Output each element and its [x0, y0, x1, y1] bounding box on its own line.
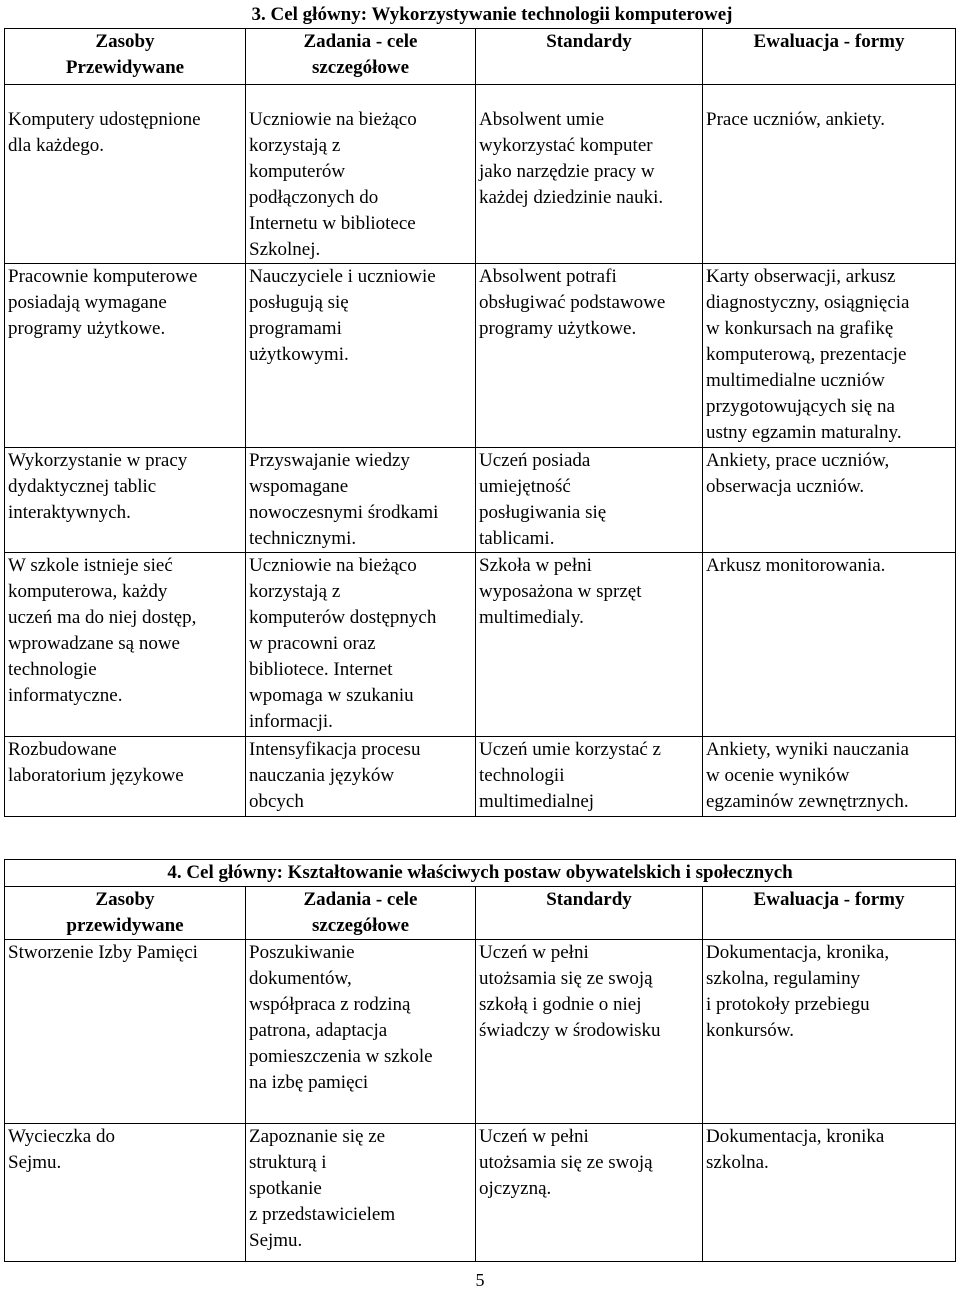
cell-zasoby: Komputery udostępnione dla każdego. [5, 85, 246, 264]
header-ewaluacja: Ewaluacja - formy [703, 29, 956, 85]
cell-standardy: Absolwent umie wykorzystać komputer jako narzędzie pracy w każdej dziedzinie nauki. [476, 85, 703, 264]
header-standardy: Standardy [476, 887, 703, 940]
table-row [5, 940, 956, 1124]
cell-ewaluacja: Karty obserwacji, arkusz diagnostyczny, osiągnięcia w konkursach na grafikę komputerową, prezentacje multimedialne uczniów przygotowujących się na ustny egzamin maturalny. [703, 264, 956, 448]
section-title: 4. Cel główny: Kształtowanie właściwych postaw obywatelskich i społecznych [5, 860, 956, 887]
cell-zasoby: Stworzenie Izby Pamięci [5, 940, 246, 1124]
cell-zadania: Nauczyciele i uczniowie posługują się programami użytkowymi. [246, 264, 476, 448]
cell-zasoby: Rozbudowane laboratorium językowe [5, 737, 246, 817]
cell-ewaluacja: Ankiety, prace uczniów, obserwacja uczniów. [703, 448, 956, 553]
section-spacer [5, 2, 246, 29]
cell-ewaluacja: Arkusz monitorowania. [703, 553, 956, 737]
cell-zasoby: Wycieczka do Sejmu. [5, 1124, 246, 1262]
cell-zadania: Zapoznanie się ze strukturą i spotkanie z przedstawicielem Sejmu. [246, 1124, 476, 1262]
table-row [5, 85, 956, 264]
header-ewaluacja: Ewaluacja - formy [703, 887, 956, 940]
cell-zadania: Uczniowie na bieżąco korzystają z komputerów dostępnych w pracowni oraz bibliotece. Internet wpomaga w szukaniu informacji. [246, 553, 476, 737]
cell-standardy: Uczeń w pełni utożsamia się ze swoją szkołą i godnie o niej świadczy w środowisku [476, 940, 703, 1124]
cell-standardy: Szkoła w pełni wyposażona w sprzęt multimedialy. [476, 553, 703, 737]
cell-zadania: Przyswajanie wiedzy wspomagane nowoczesnymi środkami technicznymi. [246, 448, 476, 553]
cell-ewaluacja: Prace uczniów, ankiety. [703, 85, 956, 264]
header-zasoby: Zasoby Przewidywane [5, 29, 246, 85]
table-row [5, 737, 956, 817]
section-4-table [4, 859, 956, 1262]
cell-ewaluacja: Dokumentacja, kronika, szkolna, regulaminy i protokoły przebiegu konkursów. [703, 940, 956, 1124]
table-row [5, 264, 956, 448]
header-standardy: Standardy [476, 29, 703, 85]
header-zadania: Zadania - cele szczegółowe [246, 887, 476, 940]
cell-zadania: Uczniowie na bieżąco korzystają z komputerów podłączonych do Internetu w bibliotece Szkolnej. [246, 85, 476, 264]
cell-standardy: Absolwent potrafi obsługiwać podstawowe programy użytkowe. [476, 264, 703, 448]
cell-zasoby: Pracownie komputerowe posiadają wymagane programy użytkowe. [5, 264, 246, 448]
cell-standardy: Uczeń umie korzystać z technologii multimedialnej [476, 737, 703, 817]
section-3-table [4, 2, 956, 817]
table-row [5, 448, 956, 553]
cell-ewaluacja: Dokumentacja, kronika szkolna. [703, 1124, 956, 1262]
section-title: 3. Cel główny: Wykorzystywanie technologii komputerowej [251, 4, 733, 25]
cell-zadania: Poszukiwanie dokumentów, współpraca z rodziną patrona, adaptacja pomieszczenia w szkole na izbę pamięci [246, 940, 476, 1124]
header-zadania: Zadania - cele szczegółowe [246, 29, 476, 85]
table-row [5, 1124, 956, 1262]
page-number: 5 [475, 1270, 485, 1290]
cell-zasoby: W szkole istnieje sieć komputerowa, każdy uczeń ma do niej dostęp, wprowadzane są nowe technologie informatyczne. [5, 553, 246, 737]
cell-standardy: Uczeń posiada umiejętność posługiwania się tablicami. [476, 448, 703, 553]
cell-zasoby: Wykorzystanie w pracy dydaktycznej tablic interaktywnych. [5, 448, 246, 553]
header-zasoby: Zasoby przewidywane [5, 887, 246, 940]
cell-zadania: Intensyfikacja procesu nauczania języków obcych [246, 737, 476, 817]
cell-ewaluacja: Ankiety, wyniki nauczania w ocenie wyników egzaminów zewnętrznych. [703, 737, 956, 817]
cell-standardy: Uczeń w pełni utożsamia się ze swoją ojczyzną. [476, 1124, 703, 1262]
table-row [5, 553, 956, 737]
